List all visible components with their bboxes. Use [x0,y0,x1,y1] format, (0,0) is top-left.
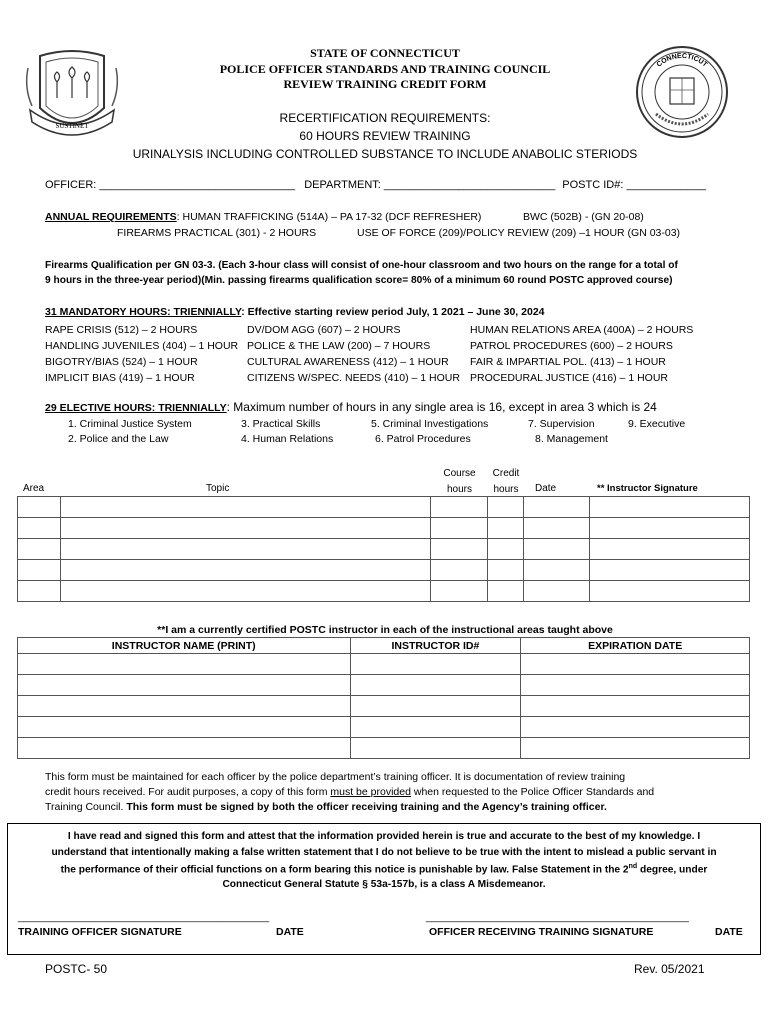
notice-line-3 [45,801,607,813]
instructor-id-cell[interactable] [350,696,521,717]
attestation-box [7,823,761,955]
topic-cell[interactable] [60,518,430,539]
col-header-credit: Credit [492,468,520,479]
table-row [18,717,750,738]
mandatory-label: 31 MANDATORY HOURS: TRIENNIALLY [45,306,242,318]
col-header-date: Date [535,483,557,494]
col-header-course-hours [431,466,488,498]
credit-hours-cell[interactable] [488,539,524,560]
postc-id-label: POSTC ID#: [562,179,624,191]
instructor-certification: **I am a currently certified POSTC instructor in each of the instructional areas taught above [157,624,613,636]
officer-field[interactable]: ________________________________ [99,179,296,191]
department-label: DEPARTMENT: [304,179,381,191]
instructor-name-cell[interactable] [18,675,351,696]
attest-line-2: understand that intentionally making a false written statement that I do not believe to be true with the intent to mislead a public servant in [51,847,717,858]
instructor-id-cell[interactable] [350,654,521,675]
annual-item-firearms: FIREARMS PRACTICAL (301) - 2 HOURS [117,227,317,239]
notice-text: when requested to the Police Officer Standards and [410,786,655,798]
left-seal-motto: SUSTINET [55,122,89,130]
signature-cell[interactable] [590,497,750,518]
area-cell[interactable] [18,518,61,539]
credit-hours-cell[interactable] [488,497,524,518]
firearms-line-1: Firearms Qualification per GN 03-3. (Each 3-hour class will consist of one-hour classroom and two hours on the range for a total of [45,260,678,271]
requirements-urinalysis: URINALYSIS INCLUDING CONTROLLED SUBSTANCE TO INCLUDE ANABOLIC STERIODS [132,147,638,161]
annual-label: ANNUAL REQUIREMENTS [45,211,177,223]
course-hours-cell[interactable] [431,518,488,539]
attest-text: the performance of their official functions on a form bearing this notice is punishable by law. False Statement in the 2 [60,864,629,876]
elective-heading [45,400,657,414]
mandatory-item: POLICE & THE LAW (200) – 7 HOURS [247,340,431,352]
header-line-2: POLICE OFFICER STANDARDS AND TRAINING COUNCIL [219,62,551,76]
date-cell[interactable] [524,518,590,539]
signature-cell[interactable] [590,581,750,602]
notice-line-2 [45,786,654,798]
elective-area: 7. Supervision [528,418,595,430]
mandatory-item: IMPLICIT BIAS (419) – 1 HOUR [45,372,195,384]
mandatory-item: RAPE CRISIS (512) – 2 HOURS [45,324,198,336]
officer-signature-label: OFFICER RECEIVING TRAINING SIGNATURE [429,926,654,938]
course-hours-cell[interactable] [431,497,488,518]
instructor-name-cell[interactable] [18,696,351,717]
elective-area: 5. Criminal Investigations [371,418,489,430]
form-revision: Rev. 05/2021 [634,962,705,976]
mandatory-col-3 [470,322,693,386]
elective-area: 6. Patrol Procedures [375,433,471,445]
signature-cell[interactable] [590,539,750,560]
date-cell[interactable] [524,560,590,581]
instructor-name-cell[interactable] [18,654,351,675]
attest-line-4: Connecticut General Statute § 53a-157b, is a class A Misdemeanor. [222,879,546,890]
mandatory-item: FAIR & IMPARTIAL POL. (413) – 1 HOUR [470,356,666,368]
date-cell[interactable] [524,497,590,518]
elective-area: 8. Management [535,433,608,445]
table-row [18,518,750,539]
credit-hours-cell[interactable] [488,560,524,581]
mandatory-item: HANDLING JUVENILES (404) – 1 HOUR [45,340,239,352]
date-cell[interactable] [524,539,590,560]
table-row [18,738,750,759]
mandatory-col-1 [45,322,238,386]
credit-hours-cell[interactable] [488,581,524,602]
attest-superscript: nd [628,863,638,870]
col-header-instructor-signature: ** Instructor Signature [597,483,698,494]
instructor-name-cell[interactable] [18,717,351,738]
notice-emphasis: must be provided [330,786,411,798]
date-cell[interactable] [524,581,590,602]
course-hours-cell[interactable] [431,560,488,581]
officer-signature-line[interactable]: _____________________________________________ [426,911,689,923]
col-header-course-hours-label: hours [446,484,472,495]
attest-line-1: I have read and signed this form and attest that the information provided herein is true and accurate to the best of my knowledge. I [67,831,701,842]
col-header-credit-hours-label: hours [493,484,519,495]
officer-label: OFFICER: [45,179,97,191]
mandatory-item: CULTURAL AWARENESS (412) – 1 HOUR [247,356,449,368]
mandatory-col-2 [247,322,460,386]
course-hours-cell[interactable] [431,581,488,602]
form-id: POSTC- 50 [45,962,108,976]
area-cell[interactable] [18,581,61,602]
attest-text: degree, under [637,864,708,876]
instructor-id-cell[interactable] [350,738,521,759]
mandatory-item: CITIZENS W/SPEC. NEEDS (410) – 1 HOUR [247,372,460,384]
officer-line [45,179,706,191]
table-row [18,581,750,602]
topic-cell[interactable] [60,581,430,602]
signature-cell[interactable] [590,560,750,581]
requirements-title: RECERTIFICATION REQUIREMENTS: [279,111,491,125]
expiration-date-cell[interactable] [521,696,750,717]
mandatory-period: : Effective starting review period July, 1 2021 – June 30, 2024 [241,306,545,318]
instructor-id-header: INSTRUCTOR ID# [350,638,521,654]
elective-area: 9. Executive [628,418,686,430]
annual-item-trafficking: : HUMAN TRAFFICKING (514A) – PA 17-32 (DCF REFRESHER) [176,211,482,223]
mandatory-item: PROCEDURAL JUSTICE (416) – 1 HOUR [470,372,668,384]
expiration-date-cell[interactable] [521,675,750,696]
elective-area: 1. Criminal Justice System [68,418,192,430]
credit-hours-cell[interactable] [488,518,524,539]
expiration-date-cell[interactable] [521,717,750,738]
training-officer-signature-label: TRAINING OFFICER SIGNATURE [18,926,182,938]
annual-item-bwc: BWC (502B) - (GN 20-08) [523,211,644,223]
table-row [18,539,750,560]
mandatory-item: HUMAN RELATIONS AREA (400A) – 2 HOURS [470,324,694,336]
table-row [18,560,750,581]
header-line-1: STATE OF CONNECTICUT [310,46,460,60]
expiration-date-header: EXPIRATION DATE [521,638,750,654]
elective-area: 2. Police and the Law [68,433,169,445]
training-officer-signature-line[interactable]: ___________________________________________ [18,911,270,923]
training-officer-date-label: DATE [276,926,304,938]
mandatory-item: DV/DOM AGG (607) – 2 HOURS [247,324,401,336]
right-seal-text: CONNECTICUT [655,52,709,69]
table-row [18,675,750,696]
area-cell[interactable] [18,497,61,518]
col-header-area: Area [23,483,45,494]
instructor-name-cell[interactable] [18,738,351,759]
mandatory-item: BIGOTRY/BIAS (524) – 1 HOUR [45,356,198,368]
expiration-date-cell[interactable] [521,738,750,759]
instructor-id-cell[interactable] [350,717,521,738]
mandatory-heading [45,306,545,318]
col-header-topic: Topic [206,483,230,494]
expiration-date-cell[interactable] [521,654,750,675]
elective-area: 4. Human Relations [241,433,334,445]
topic-cell[interactable] [60,539,430,560]
instructor-header-row [18,638,750,654]
topic-cell[interactable] [60,497,430,518]
annual-item-use-of-force: USE OF FORCE (209)/POLICY REVIEW (209) –1 HOUR (GN 03-03) [357,227,681,239]
attest-line-3 [8,863,760,875]
notice-text: credit hours received. For audit purposes, a copy of this form [45,786,331,798]
annual-line-1 [45,211,481,223]
mandatory-item: PATROL PROCEDURES (600) – 2 HOURS [470,340,673,352]
requirements-hours: 60 HOURS REVIEW TRAINING [299,129,471,143]
officer-date-label: DATE [715,926,743,938]
table-row [18,497,750,518]
instructor-table [17,637,750,759]
col-header-credit-hours [488,466,524,498]
col-header-course: Course [443,468,476,479]
elective-note: : Maximum number of hours in any single area is 16, except in area 3 which is 24 [226,400,657,414]
elective-label: 29 ELECTIVE HOURS: TRIENNIALLY [45,402,227,414]
table-row [18,654,750,675]
elective-area: 3. Practical Skills [241,418,321,430]
notice-bold: This form must be signed by both the officer receiving training and the Agency’s training officer. [126,801,607,813]
area-cell[interactable] [18,539,61,560]
notice-line-1: This form must be maintained for each officer by the police department’s training officer. It is documentation of review training [45,771,626,783]
postc-id-field[interactable]: _____________ [626,179,706,191]
notice-text: Training Council. [45,801,127,813]
signature-cell[interactable] [590,518,750,539]
header-line-3: REVIEW TRAINING CREDIT FORM [283,77,487,91]
table-row [18,696,750,717]
course-table [17,496,750,602]
area-cell[interactable] [18,560,61,581]
firearms-line-2: 9 hours in the three-year period)(Min. passing firearms qualification score= 80% of a minimum 60 round POSTC approved course) [45,275,673,286]
course-hours-cell[interactable] [431,539,488,560]
department-field[interactable]: ____________________________ [383,179,556,191]
topic-cell[interactable] [60,560,430,581]
instructor-name-header: INSTRUCTOR NAME (PRINT) [18,638,351,654]
instructor-id-cell[interactable] [350,675,521,696]
